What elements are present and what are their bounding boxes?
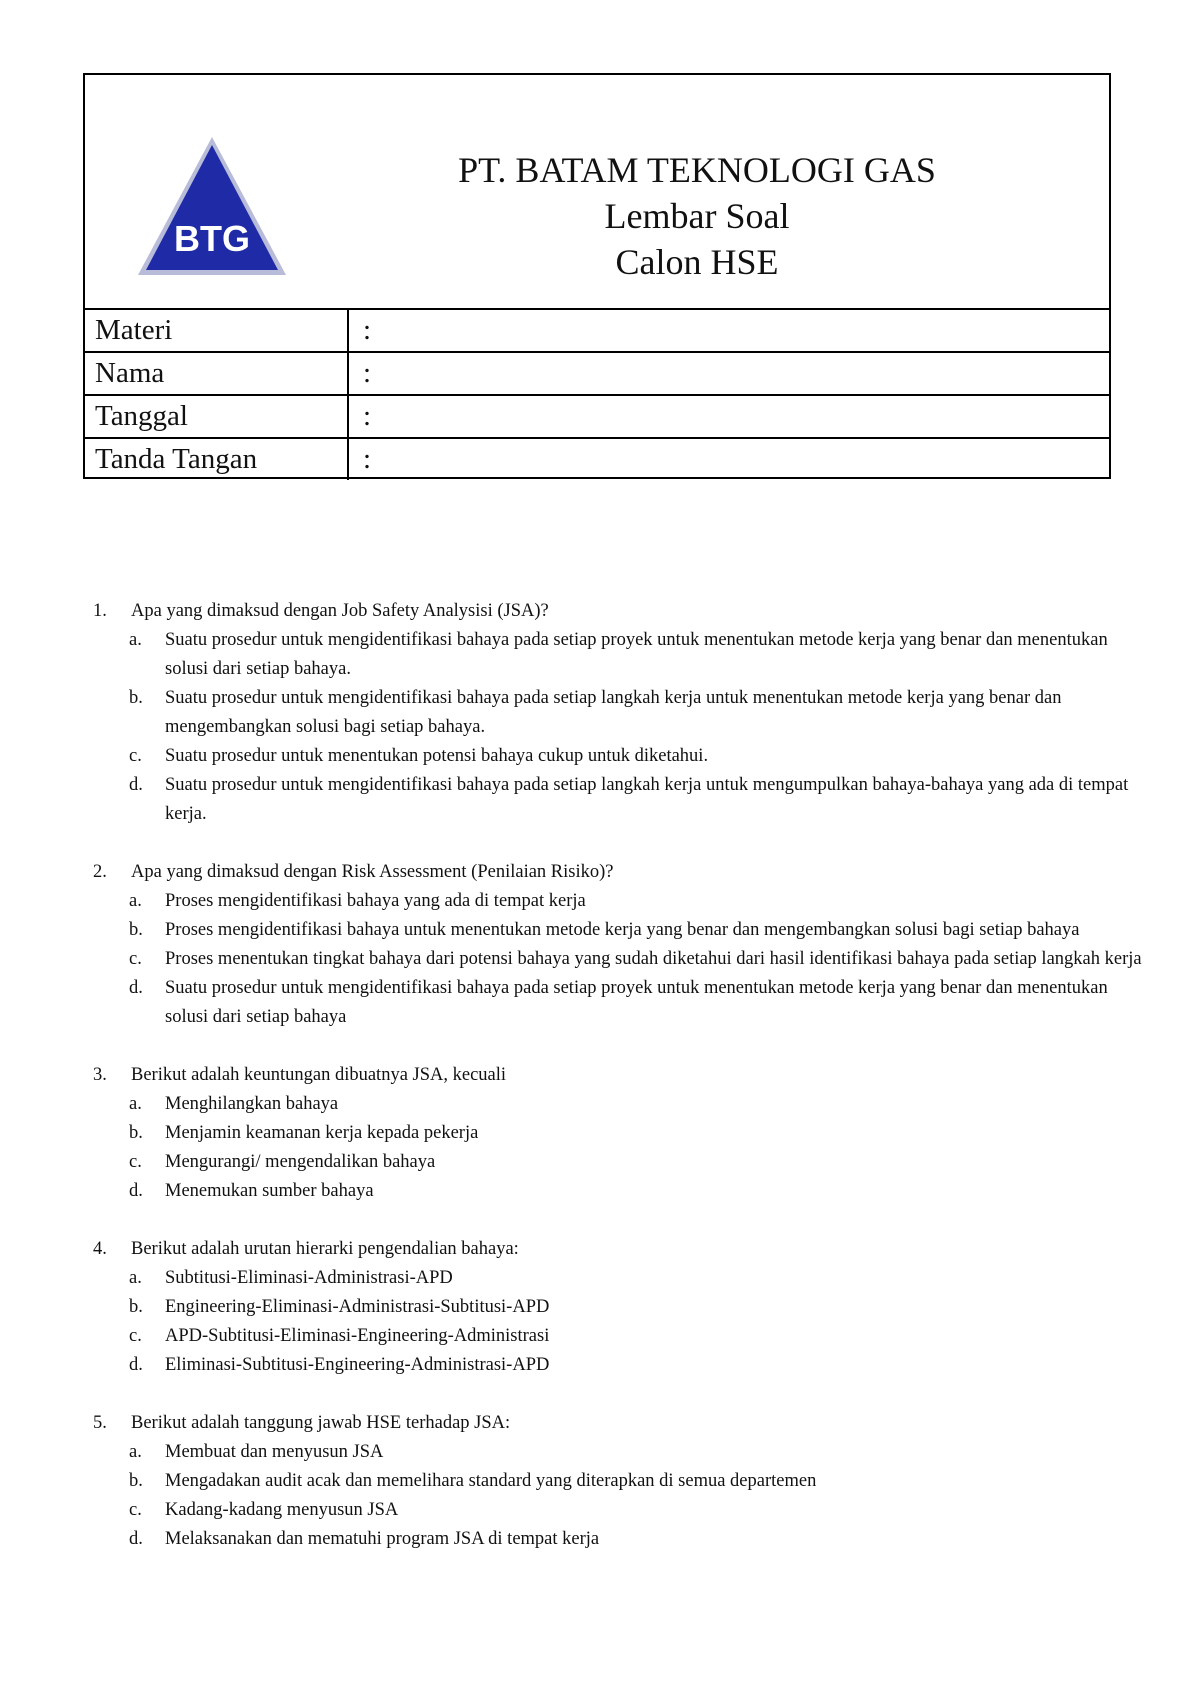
field-row-materi [85,310,1109,352]
option-letter: c. [129,1326,142,1346]
option-text: Mengadakan audit acak dan memelihara standard yang diterapkan di semua departemen [165,1471,817,1491]
option-text: Suatu prosedur untuk mengidentifikasi bahaya pada setiap proyek untuk menentukan metode kerja yang benar dan menentukan solusi dari setiap bahaya. [165,630,1108,679]
question-text: Berikut adalah urutan hierarki pengendalian bahaya: [131,1239,519,1259]
option-letter: b. [129,1123,143,1143]
question-list [93,597,1143,1583]
field-value-materi[interactable]: : [348,310,1109,352]
option-text: Menjamin keamanan kerja kepada pekerja [165,1123,479,1143]
option-text: Melaksanakan dan mematuhi program JSA di tempat kerja [165,1529,600,1549]
option-text: Kadang-kadang menyusun JSA [165,1500,399,1520]
option-text: Subtitusi-Eliminasi-Administrasi-APD [165,1268,453,1288]
option-letter: a. [129,630,142,650]
option-text: Proses mengidentifikasi bahaya untuk menentukan metode kerja yang benar dan mengembangkan solusi bagi setiap bahaya [165,920,1080,940]
option-letter: d. [129,1529,143,1549]
option-letter: c. [129,1152,142,1172]
question-number: 3. [93,1065,107,1085]
option-a[interactable] [93,626,1143,684]
field-value-tanggal[interactable]: : [348,395,1109,438]
option-text: Suatu prosedur untuk mengidentifikasi bahaya pada setiap langkah kerja untuk mengumpulkan bahaya-bahaya yang ada di tempat kerja. [165,775,1129,824]
question-1 [93,597,1143,829]
option-c[interactable] [93,945,1143,974]
option-letter: a. [129,891,142,911]
option-text: Engineering-Eliminasi-Administrasi-Subtitusi-APD [165,1297,550,1317]
document-title: Lembar Soal [604,196,790,236]
option-b[interactable] [93,684,1143,742]
option-b[interactable] [93,1293,1143,1322]
option-letter: b. [129,1471,143,1491]
option-letter: a. [129,1268,142,1288]
field-row-nama [85,352,1109,395]
option-d[interactable] [93,1351,1143,1380]
company-name: PT. BATAM TEKNOLOGI GAS [458,150,936,190]
option-d[interactable] [93,771,1143,829]
option-letter: d. [129,1181,143,1201]
option-a[interactable] [93,887,1143,916]
option-d[interactable] [93,1177,1143,1206]
option-d[interactable] [93,1525,1143,1554]
option-letter: d. [129,775,143,795]
option-text: Menemukan sumber bahaya [165,1181,374,1201]
option-c[interactable] [93,1496,1143,1525]
field-label: Tanda Tangan [85,438,348,480]
option-text: Suatu prosedur untuk mengidentifikasi bahaya pada setiap langkah kerja untuk menentukan metode kerja yang benar dan mengembangkan solusi bagi setiap bahaya. [165,688,1062,737]
option-b[interactable] [93,1467,1143,1496]
option-letter: d. [129,978,143,998]
option-text: Proses mengidentifikasi bahaya yang ada di tempat kerja [165,891,586,911]
option-text: Eliminasi-Subtitusi-Engineering-Administrasi-APD [165,1355,550,1375]
question-text: Apa yang dimaksud dengan Risk Assessment (Penilaian Risiko)? [131,862,614,882]
option-a[interactable] [93,1264,1143,1293]
option-text: Proses menentukan tingkat bahaya dari potensi bahaya yang sudah diketahui dari hasil identifikasi bahaya pada setiap langkah kerja [165,949,1142,969]
option-text: Suatu prosedur untuk menentukan potensi bahaya cukup untuk diketahui. [165,746,709,766]
option-letter: d. [129,1355,143,1375]
option-text: Menghilangkan bahaya [165,1094,339,1114]
option-letter: c. [129,949,142,969]
question-2 [93,858,1143,1032]
option-text: APD-Subtitusi-Eliminasi-Engineering-Administrasi [165,1326,550,1346]
option-letter: c. [129,1500,142,1520]
option-letter: a. [129,1094,142,1114]
option-text: Membuat dan menyusun JSA [165,1442,384,1462]
field-label: Materi [85,310,348,352]
option-d[interactable] [93,974,1143,1032]
field-row-tanggal [85,395,1109,438]
option-letter: c. [129,746,142,766]
question-number: 5. [93,1413,107,1433]
question-text: Berikut adalah keuntungan dibuatnya JSA, kecuali [131,1065,507,1085]
header-top [85,75,1109,310]
document-subtitle: Calon HSE [615,242,779,282]
option-letter: b. [129,1297,143,1317]
option-b[interactable] [93,916,1143,945]
field-value-nama[interactable]: : [348,352,1109,395]
header-box [83,73,1111,479]
question-number: 2. [93,862,107,882]
option-c[interactable] [93,1148,1143,1177]
logo-text: BTG [174,218,250,259]
option-c[interactable] [93,1322,1143,1351]
header-titles [285,147,1109,285]
option-c[interactable] [93,742,1143,771]
option-a[interactable] [93,1090,1143,1119]
field-label: Tanggal [85,395,348,438]
option-a[interactable] [93,1438,1143,1467]
question-3 [93,1061,1143,1206]
option-text: Mengurangi/ mengendalikan bahaya [165,1152,436,1172]
option-text: Suatu prosedur untuk mengidentifikasi bahaya pada setiap proyek untuk menentukan metode kerja yang benar dan menentukan solusi dari setiap bahaya [165,978,1108,1027]
option-b[interactable] [93,1119,1143,1148]
field-row-tanda-tangan [85,438,1109,480]
field-value-tanda-tangan[interactable]: : [363,443,372,475]
question-number: 4. [93,1239,107,1259]
question-number: 1. [93,601,107,621]
option-letter: b. [129,920,143,940]
info-table [85,310,1109,480]
btg-logo-icon [135,133,289,279]
question-5 [93,1409,1143,1554]
option-letter: b. [129,688,143,708]
field-label: Nama [85,352,348,395]
question-text: Apa yang dimaksud dengan Job Safety Analysisi (JSA)? [131,601,549,621]
option-letter: a. [129,1442,142,1462]
question-text: Berikut adalah tanggung jawab HSE terhadap JSA: [131,1413,511,1433]
question-4 [93,1235,1143,1380]
